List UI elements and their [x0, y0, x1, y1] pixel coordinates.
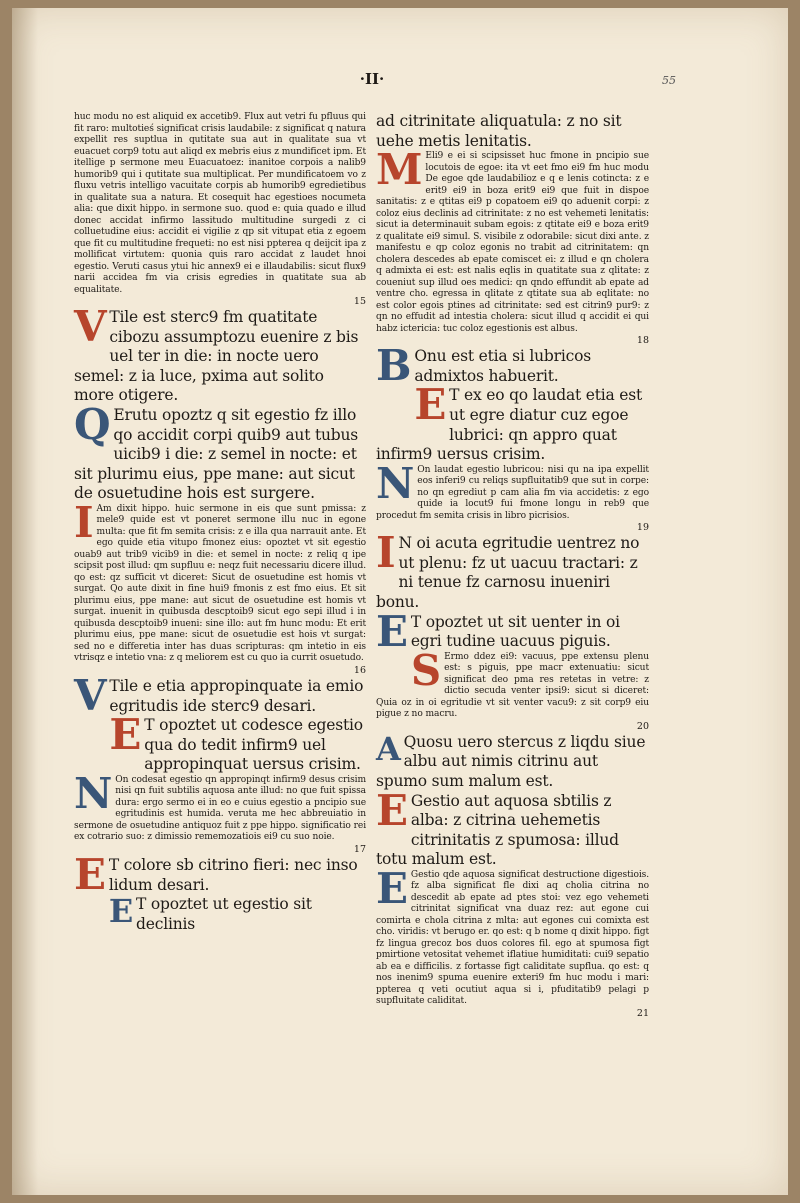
aphorism-text: [74, 892, 366, 934]
commentary-text: [74, 112, 366, 296]
paragraph-body: N oi acuta egritudie uentrez no ut plenu: fz ut uacuu tractari: z ni tenue fz carnosu inueniri bonu.: [376, 534, 640, 612]
running-head: ·II·: [359, 70, 385, 88]
commentary-text: [376, 645, 649, 721]
paragraph-body: Tile e etia appropinquate ia emio egritudis ide sterc9 desari.: [109, 676, 364, 715]
paragraph-body: On codesat egestio qn appropinqt infirm9 desus crisim nisi qn fuit subtilis aquosa ante illud: no que fuit spissa dura: ergo sermo ei in eo e cuius egestio a pncipio sue egritudinis est humida. veruta me hec abbreuiatio in sermone de osuetudine antiquoz fuit z ppe hippo. significatio rei ex cotrario suo: z dimissio rememozatiois ei9 cu suo noie.: [74, 774, 366, 843]
paragraph-body: T opoztet ut egestio sit declinis: [136, 895, 312, 933]
commentary-number: 19: [636, 522, 649, 534]
paragraph-body: huc modu no est aliquid ex accetib9. Flux aut vetri fu pfluus qui fit raro: multotieś significat crisis laudabile: z significat q natura expellit res suptlua in qutitate sua aut in qualitate sua vt euacuet corp9 totu aut aliqd ex mebris eius z mundificet ipm. Et itellige p sermone meu Euacuatoez: inanitoe corpois a nalib9 humorib9 qui i qutitate sua multiplicat. Per mundificatoem vo z fluxu vetris intelligo vacuitate corpis ab humorib9 egredietibus in qualitate sua a natura. Et cosequit hac egestioes nocumeta alia: que dixit hippo. in sermone suo. quod e: quia quado e illud donec accidat infirmo lassitudo multitudine surgedi z ci colluetudine eius: accidit ei vigilie z qp sit vitupat etia z egoem que fit cu multitudine frequeti: no est nisi ppterea q deijcit ipa z mollificat virtutem: quonia quis raro accidat z laudet hnoi egestio. Veruti casus ytui hic annex9 ei e illaudabilis: sicut flux9 narii accidea fm via crisis egredies in quatitate sua ab equalitate.: [74, 112, 366, 295]
paragraph-body: T colore sb citrino fieri: nec inso lidum desari.: [108, 855, 358, 894]
decorated-initial: V: [74, 670, 107, 720]
decorated-initial: N: [74, 768, 113, 818]
folio-number: 55: [662, 74, 676, 87]
commentary-text: [74, 497, 366, 665]
commentary-text: [376, 145, 649, 335]
decorated-initial: E: [376, 863, 408, 913]
manuscript-page: [12, 8, 788, 1195]
commentary-text: [376, 458, 649, 523]
commentary-number: 16: [353, 664, 366, 676]
decorated-initial: E: [108, 892, 134, 931]
commentary-number: 20: [636, 720, 649, 732]
decorated-initial: E: [74, 849, 106, 899]
decorated-initial: I: [74, 497, 94, 547]
decorated-initial: E: [376, 785, 408, 835]
commentary-number: 18: [636, 335, 649, 347]
paragraph-body: Onu est etia si lubricos admixtos habuerit.: [414, 347, 591, 385]
decorated-initial: M: [376, 145, 423, 195]
decorated-initial: E: [414, 380, 447, 430]
aphorism-text: [376, 785, 649, 870]
aphorism-text: [74, 710, 366, 775]
paragraph-body: Gestio qde aquosa significat destructione digestiois. fz alba significat fle dixi aq cholia citrina no descedit ab epate ad ptes stoi: vez ego vehemeti citrinitat significat vna duaz rez: aut egone cui comirta e chola citrina z mlta: aut egones cui comixta est cho. viridis: vt berugo er. qo est: q b nome q dixit hippo. figt fz lingua grecoz bos duos colores fil. ego at spumosa figt pmirtione vetositat vehemet iflatiue humiditati: cui9 sepatio ab ea e difficilis. z fortasse figt caliditate supflua. qo est: q nos inenim9 spuma euenire exteri9 fm huc modu i mari: ppterea q veti ocutiut aqua si i, pfuditatib9 pelagi p supfluitate caliditat.: [376, 869, 649, 1007]
right-column: [376, 112, 649, 1020]
commentary-number: 15: [353, 296, 366, 307]
paragraph-body: ad citrinitate aliquatula: z no sit uehe metis lenitatis.: [376, 112, 622, 150]
paragraph-body: Eli9 e ei si scipsisset huc fmone in pncipio sue locutois de egoe: ita vt eet fmo ei9 fm huc modu De egoe qde laudabilioz e q e lenis cotincta: z e erit9 ei9 in boza erit9 ei9 que fuit in dispoe sanitatis: z e qtitas ei9 p copatoem ei9 qo aduenit corpi: z coloz eius declinis ad citrinitate: z no est vehemeti lenitatis: sicut ia determinauit subam egois: z qtitate ei9 e boza erit9 z qualitate ei9 simul. S. visibile z odorabile: sicut dixi ante. z manifestu e qp coloz egonis no trabit ad citrinitatem: qn cholera descedes ab epate comiscet ei: z illud e qn cholera q admixta ei est: est nalis eqlis in quatitate sua z qlitate: z coueniut sup illud oes medici: qn qndo effundit ab epate ad ventre cho. egressa in qlitate z qtitate sua ab eqlitate: no est color egois ptines ad citrinitate: sed est citrin9 pur9: z qn no effudit ad intestia cholera: sicut illud q accidit ei qui habz ictericia: tuc coloz egestionis est albus.: [376, 151, 649, 334]
paragraph-body: T opoztet ut codesce egestio qua do tedit infirm9 uel appropinquat uersus crisim.: [144, 716, 363, 774]
commentary-number: 17: [353, 843, 366, 855]
paragraph-body: Am dixit hippo. huic sermone in eis que sunt pmissa: z mele9 quide est vt poneret sermone illu nuc in egone multa: que fit fm semita crisis: z e illa qua narrauit ante. Et ego quide etia vitupo fmonez eius: opoztet vt sit egestio ouab9 aut trib9 vicib9 in die: et semel in nocte: z reliq q ipe scipsit post illud: qm supfluu e: neqz fuit necessariu dicere illud. qo est: qz sufficit vt diceret: Sicut de osuetudine est homis vt surgat. Qo aute dixit in fine hui9 fmonis z est fmo eius. Et sit plurimu eius, ppe mane: aut sicut de osuetudine est homis vt surgat. inuenit in quibusda descptoib9 sicut ego sepi illud i in quibusda descptoib9 inueni: sine illo: aut fm hunc modu: Et erit plurimu eius, ppe mane: sicut de osuetudie est hois vt surgat: sed no e differetia inter has duas scripturas: qm intetio in eis vtrisqz e intetio vna: z q meliorem est cu quo ia currit osuetudo.: [74, 503, 366, 664]
paragraph-body: Tile est sterc9 fm quatitate cibozu assumptozu euenire z bis uel ter in die: in nocte uero semel: z ia luce, pxima aut solito more otigere.: [74, 308, 359, 405]
decorated-initial: E: [109, 710, 142, 760]
paragraph-body: T opoztet ut sit uenter in oi egri tudine uacuus piguis.: [410, 612, 620, 651]
binding-shadow: [12, 8, 38, 1195]
decorated-initial: B: [376, 341, 412, 391]
commentary-number: 21: [636, 1007, 649, 1019]
decorated-initial: A: [376, 729, 401, 768]
decorated-initial: N: [376, 458, 415, 508]
commentary-text: [74, 768, 366, 844]
paragraph-body: Ermo ddez ei9: vacuus, ppe extensu plenu est: s piguis, ppe macr extenuatiu: sicut significat deo pma res retetas in vetre: z dictio secuda venter ipsi9: sicut si diceret: Quia oz in oi egritudie vt sit venter vacu9: z sit corp9 eiu pigue z no macru.: [376, 651, 649, 720]
commentary-text: [376, 863, 649, 1008]
decorated-initial: V: [74, 302, 107, 351]
paragraph-body: On laudat egestio lubricou: nisi qu na ipa expellit eos inferi9 cu reliqs supfluitatib9 que sut in corpe: no qn egrediut p cam alia fm via accidetis: z ego quide ia locut9 fui fmone longu in reb9 que procedut fm semita crisis in libro picrisios.: [376, 464, 649, 521]
paragraph-body: T ex eo qo laudat etia est ut egre diatur cuz egoe lubrici: qn appro quat infirm9 uersus crisim.: [376, 386, 643, 464]
decorated-initial: Q: [74, 399, 111, 449]
decorated-initial: E: [376, 606, 408, 656]
paragraph-body: Erutu opoztz q sit egestio fz illo qo accidit corpi quib9 aut tubus uicib9 i die: z semel in nocte: et sit plurimu eius, ppe mane: aut sicut de osuetudine hois est surgere.: [74, 405, 359, 503]
paragraph-body: Gestio aut aquosa sbtilis z alba: z citrina uehemetis citrinitatis z spumosa: illud totu malum est.: [376, 791, 619, 869]
aphorism-text: [376, 380, 649, 464]
aphorism-text: [74, 302, 366, 406]
left-column: [74, 112, 366, 934]
aphorism-text: [74, 399, 366, 504]
aphorism-text: [376, 729, 649, 792]
decorated-initial: S: [410, 645, 442, 695]
paragraph-body: Quosu uero stercus z liqdu siue albu aut nimis citrinu aut spumo sum malum est.: [376, 732, 646, 790]
decorated-initial: I: [376, 528, 396, 578]
